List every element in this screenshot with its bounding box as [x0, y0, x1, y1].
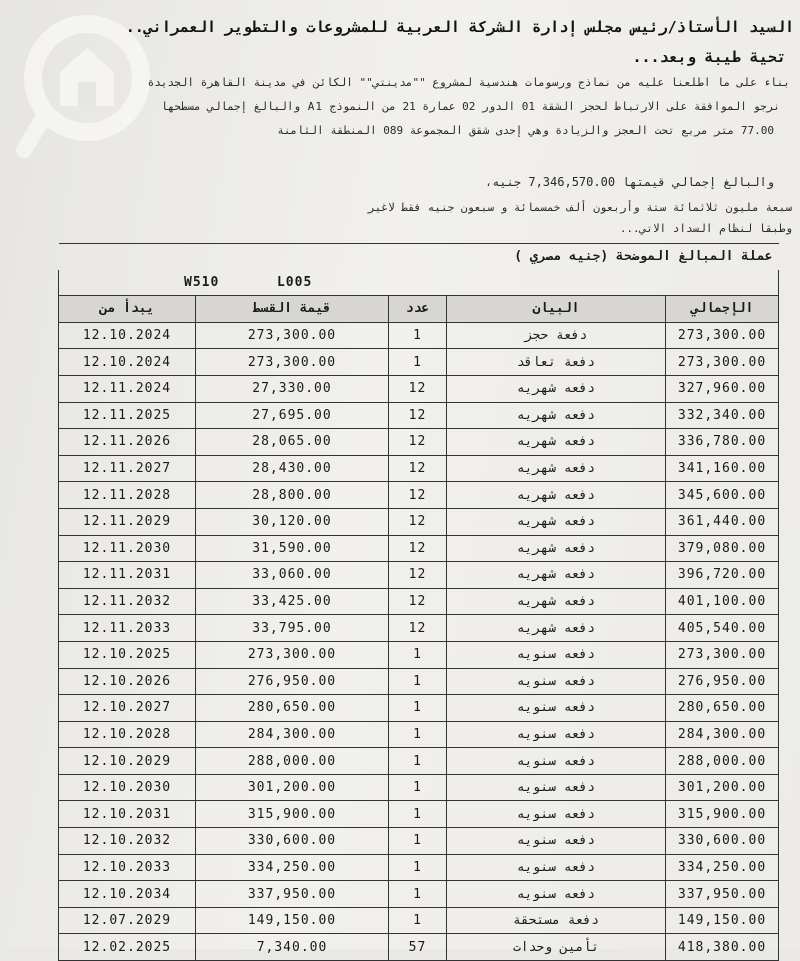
row-description: دفعه سنويه — [447, 801, 666, 828]
row-count: 12 — [389, 508, 447, 535]
row-total: 418,380.00 — [666, 934, 779, 961]
row-installment: 280,650.00 — [196, 695, 389, 722]
row-count: 12 — [389, 615, 447, 642]
row-start-date: 12.11.2028 — [59, 482, 196, 509]
row-count: 1 — [389, 695, 447, 722]
table-row — [59, 854, 779, 881]
row-description: دفعه سنويه — [447, 695, 666, 722]
row-count: 12 — [389, 482, 447, 509]
body-line-2: نرجو الموافقة على الارتباط لحجز الشقة 01 الدور 02 عمارة 21 من النموذج A1 والبالغ إجمالي مسطحها — [161, 100, 780, 113]
code-w510: W510 — [184, 274, 220, 290]
row-start-date: 12.11.2027 — [59, 455, 196, 482]
row-total: 301,200.00 — [666, 774, 779, 801]
table-row — [59, 322, 779, 349]
row-total: 273,300.00 — [666, 641, 779, 668]
row-total: 273,300.00 — [666, 322, 779, 349]
body-line-3: 77.00 متر مربع تحت العجز والزيادة وهي إحدى شقق المجموعة 089 المنطقة الثامنة — [277, 124, 774, 137]
row-description: دفعه شهريه — [447, 482, 666, 509]
table-row — [59, 429, 779, 456]
header-start: يبدأ من — [59, 296, 196, 323]
row-count: 12 — [389, 455, 447, 482]
row-count: 57 — [389, 934, 447, 961]
row-count: 1 — [389, 641, 447, 668]
row-total: 288,000.00 — [666, 748, 779, 775]
table-row — [59, 695, 779, 722]
table-row — [59, 721, 779, 748]
row-count: 12 — [389, 429, 447, 456]
row-description: دفعة مستحقة — [447, 907, 666, 934]
row-installment: 30,120.00 — [196, 508, 389, 535]
row-installment: 315,900.00 — [196, 801, 389, 828]
row-count: 1 — [389, 748, 447, 775]
row-description: دفعه شهريه — [447, 535, 666, 562]
payment-intro-line: وطبقا لنظام السداد الاتي... — [619, 222, 792, 235]
row-count: 1 — [389, 854, 447, 881]
row-installment: 288,000.00 — [196, 748, 389, 775]
row-start-date: 12.10.2033 — [59, 854, 196, 881]
row-count: 12 — [389, 562, 447, 589]
table-row — [59, 881, 779, 908]
row-start-date: 12.10.2031 — [59, 801, 196, 828]
row-total: 379,080.00 — [666, 535, 779, 562]
table-row — [59, 801, 779, 828]
table-row — [59, 349, 779, 376]
row-description: دفعه شهريه — [447, 588, 666, 615]
row-installment: 28,430.00 — [196, 455, 389, 482]
greeting-line: تحية طيبة وبعد... — [632, 48, 786, 66]
table-row — [59, 375, 779, 402]
row-count: 12 — [389, 402, 447, 429]
row-installment: 27,330.00 — [196, 375, 389, 402]
row-total: 315,900.00 — [666, 801, 779, 828]
row-description: دفعه شهريه — [447, 429, 666, 456]
total-value-line: والبالغ إجمالي قيمتها 7,346,570.00 جنيه، — [484, 175, 774, 189]
row-description: دفعه شهريه — [447, 402, 666, 429]
row-total: 149,150.00 — [666, 907, 779, 934]
row-installment: 273,300.00 — [196, 641, 389, 668]
table-row — [59, 455, 779, 482]
row-description: دفعة تعاقد — [447, 349, 666, 376]
addressee-line: السيد الأستاذ/رئيس مجلس إدارة الشركة العربية للمشروعات والتطوير العمراني.. — [125, 18, 794, 36]
currency-note: عملة المبالغ الموضحة (جنيه مصري ) — [59, 244, 779, 270]
row-start-date: 12.11.2031 — [59, 562, 196, 589]
header-installment: قيمة القسط — [196, 296, 389, 323]
row-description: دفعه سنويه — [447, 721, 666, 748]
row-description: تأمين وحدات — [447, 934, 666, 961]
row-start-date: 12.02.2025 — [59, 934, 196, 961]
table-row — [59, 535, 779, 562]
row-start-date: 12.10.2027 — [59, 695, 196, 722]
row-total: 341,160.00 — [666, 455, 779, 482]
row-total: 396,720.00 — [666, 562, 779, 589]
row-start-date: 12.11.2032 — [59, 588, 196, 615]
code-l005: L005 — [276, 274, 313, 290]
row-count: 12 — [389, 588, 447, 615]
row-start-date: 12.11.2026 — [59, 429, 196, 456]
row-start-date: 12.11.2029 — [59, 508, 196, 535]
row-description: دفعة حجز — [447, 322, 666, 349]
body-line-1: بناء على ما اطلعنا عليه من نماذج ورسومات هندسية لمشروع ""مدينتي"" الكائن في مدينة القاهرة الجديدة — [147, 76, 790, 89]
table-row — [59, 828, 779, 855]
row-installment: 337,950.00 — [196, 881, 389, 908]
row-start-date: 12.10.2025 — [59, 641, 196, 668]
row-installment: 27,695.00 — [196, 402, 389, 429]
row-total: 337,950.00 — [666, 881, 779, 908]
row-count: 1 — [389, 668, 447, 695]
row-installment: 31,590.00 — [196, 535, 389, 562]
table-row — [59, 774, 779, 801]
row-total: 276,950.00 — [666, 668, 779, 695]
table-body — [59, 322, 779, 960]
row-installment: 301,200.00 — [196, 774, 389, 801]
row-total: 332,340.00 — [666, 402, 779, 429]
row-count: 12 — [389, 535, 447, 562]
row-description: دفعه سنويه — [447, 748, 666, 775]
table-row — [59, 641, 779, 668]
table-row — [59, 668, 779, 695]
row-description: دفعه شهريه — [447, 375, 666, 402]
table-row — [59, 482, 779, 509]
row-installment: 273,300.00 — [196, 349, 389, 376]
row-installment: 7,340.00 — [196, 934, 389, 961]
header-total: الإجمالي — [666, 296, 779, 323]
row-count: 1 — [389, 828, 447, 855]
row-count: 1 — [389, 349, 447, 376]
row-count: 1 — [389, 322, 447, 349]
row-count: 12 — [389, 375, 447, 402]
payment-schedule-table — [58, 243, 779, 961]
row-start-date: 12.07.2029 — [59, 907, 196, 934]
row-description: دفعه سنويه — [447, 881, 666, 908]
row-start-date: 12.11.2025 — [59, 402, 196, 429]
table-row — [59, 907, 779, 934]
row-installment: 28,800.00 — [196, 482, 389, 509]
row-total: 280,650.00 — [666, 695, 779, 722]
row-count: 1 — [389, 774, 447, 801]
row-description: دفعه سنويه — [447, 641, 666, 668]
header-count: عدد — [389, 296, 447, 323]
row-installment: 276,950.00 — [196, 668, 389, 695]
table-header-row — [59, 296, 779, 323]
row-installment: 28,065.00 — [196, 429, 389, 456]
table-row — [59, 588, 779, 615]
total-words-line: سبعة مليون ثلاثمائة ستة وأربعون ألف خمسمائة و سبعون جنيه فقط لاغير — [368, 201, 792, 214]
table-row — [59, 508, 779, 535]
table-row — [59, 402, 779, 429]
row-installment: 33,060.00 — [196, 562, 389, 589]
row-total: 361,440.00 — [666, 508, 779, 535]
row-count: 1 — [389, 721, 447, 748]
table-row — [59, 562, 779, 589]
row-count: 1 — [389, 881, 447, 908]
row-description: دفعه سنويه — [447, 774, 666, 801]
row-description: دفعه سنويه — [447, 828, 666, 855]
row-start-date: 12.11.2030 — [59, 535, 196, 562]
row-installment: 273,300.00 — [196, 322, 389, 349]
row-count: 1 — [389, 801, 447, 828]
row-start-date: 12.10.2024 — [59, 349, 196, 376]
row-start-date: 12.10.2032 — [59, 828, 196, 855]
row-installment: 284,300.00 — [196, 721, 389, 748]
row-description: دفعه سنويه — [447, 854, 666, 881]
row-installment: 149,150.00 — [196, 907, 389, 934]
row-count: 1 — [389, 907, 447, 934]
row-description: دفعه شهريه — [447, 562, 666, 589]
row-start-date: 12.10.2028 — [59, 721, 196, 748]
row-start-date: 12.10.2024 — [59, 322, 196, 349]
row-start-date: 12.10.2030 — [59, 774, 196, 801]
row-total: 273,300.00 — [666, 349, 779, 376]
row-total: 327,960.00 — [666, 375, 779, 402]
row-installment: 33,795.00 — [196, 615, 389, 642]
unit-codes — [59, 270, 779, 296]
row-start-date: 12.10.2026 — [59, 668, 196, 695]
row-total: 405,540.00 — [666, 615, 779, 642]
row-installment: 33,425.00 — [196, 588, 389, 615]
row-description: دفعه شهريه — [447, 615, 666, 642]
row-start-date: 12.10.2034 — [59, 881, 196, 908]
row-total: 334,250.00 — [666, 854, 779, 881]
row-description: دفعه شهريه — [447, 508, 666, 535]
row-description: دفعه سنويه — [447, 668, 666, 695]
row-total: 336,780.00 — [666, 429, 779, 456]
row-installment: 334,250.00 — [196, 854, 389, 881]
row-start-date: 12.11.2024 — [59, 375, 196, 402]
row-total: 330,600.00 — [666, 828, 779, 855]
row-description: دفعه شهريه — [447, 455, 666, 482]
table-row — [59, 748, 779, 775]
header-description: البيان — [447, 296, 666, 323]
row-total: 284,300.00 — [666, 721, 779, 748]
row-total: 345,600.00 — [666, 482, 779, 509]
table-row — [59, 934, 779, 961]
table-row — [59, 615, 779, 642]
row-installment: 330,600.00 — [196, 828, 389, 855]
row-total: 401,100.00 — [666, 588, 779, 615]
row-start-date: 12.10.2029 — [59, 748, 196, 775]
row-start-date: 12.11.2033 — [59, 615, 196, 642]
